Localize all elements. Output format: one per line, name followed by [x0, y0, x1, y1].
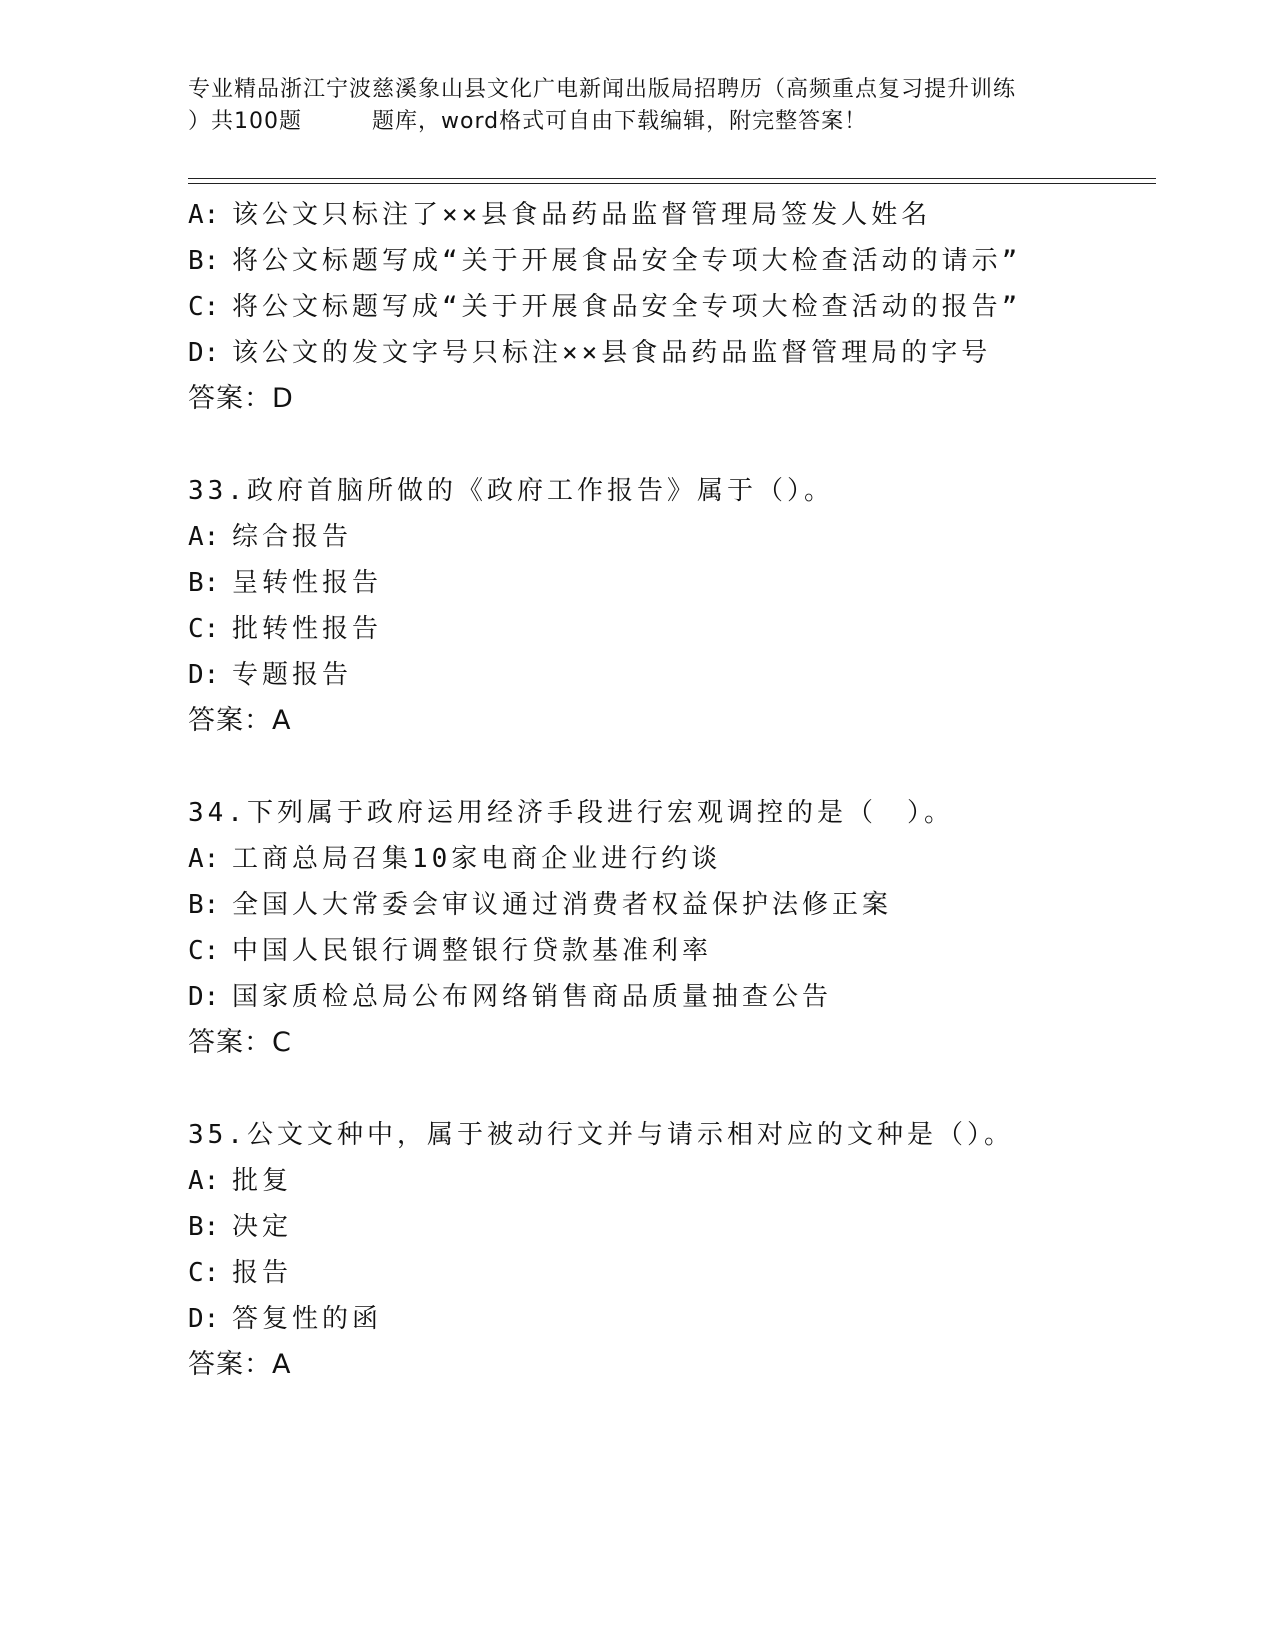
header-title-line2-left: ）共100题: [188, 109, 302, 134]
header-title-line2-right: 题库，word格式可自由下载编辑，附完整答案！: [372, 109, 868, 134]
block-spacer: [188, 422, 1148, 468]
block-spacer: [188, 744, 1148, 790]
option-b: B: 将公文标题写成“关于开展食品安全专项大检查活动的请示”: [188, 246, 1022, 276]
answer: 答案：A: [188, 1349, 292, 1380]
option-a: A: 工商总局召集10家电商企业进行约谈: [188, 844, 722, 874]
header-gap: [302, 106, 372, 138]
answer: 答案：D: [188, 383, 294, 414]
option-b: B: 全国人大常委会审议通过消费者权益保护法修正案: [188, 890, 893, 920]
header-divider-bottom: [188, 183, 1156, 184]
document-header: [188, 74, 1088, 138]
option-d: D: 该公文的发文字号只标注××县食品药品监督管理局的字号: [188, 338, 992, 368]
answer: 答案：A: [188, 705, 292, 736]
option-a: A: 综合报告: [188, 522, 353, 552]
question-block-32: [188, 192, 1148, 422]
question-text: 34.下列属于政府运用经济手段进行宏观调控的是（ ）。: [188, 798, 954, 828]
option-b: B: 决定: [188, 1212, 293, 1242]
block-spacer: [188, 1066, 1148, 1112]
option-a: A: 该公文只标注了××县食品药品监督管理局签发人姓名: [188, 200, 932, 230]
option-c: C: 批转性报告: [188, 614, 383, 644]
question-block-35: [188, 1112, 1148, 1388]
question-list: [188, 192, 1148, 1388]
option-c: C: 中国人民银行调整银行贷款基准利率: [188, 936, 713, 966]
answer: 答案：C: [188, 1027, 292, 1058]
option-d: D: 答复性的函: [188, 1304, 383, 1334]
option-a: A: 批复: [188, 1166, 293, 1196]
header-divider-top: [188, 178, 1156, 179]
question-block-33: [188, 468, 1148, 744]
question-text: 35.公文文种中，属于被动行文并与请示相对应的文种是（）。: [188, 1120, 1014, 1150]
question-text: 33.政府首脑所做的《政府工作报告》属于（）。: [188, 476, 834, 506]
header-title-line1: 专业精品浙江宁波慈溪象山县文化广电新闻出版局招聘历（高频重点复习提升训练: [188, 77, 1017, 102]
option-c: C: 报告: [188, 1258, 293, 1288]
option-c: C: 将公文标题写成“关于开展食品安全专项大检查活动的报告”: [188, 292, 1022, 322]
option-b: B: 呈转性报告: [188, 568, 383, 598]
question-block-34: [188, 790, 1148, 1066]
option-d: D: 专题报告: [188, 660, 353, 690]
header-title-line2: [188, 106, 1088, 138]
option-d: D: 国家质检总局公布网络销售商品质量抽查公告: [188, 982, 833, 1012]
